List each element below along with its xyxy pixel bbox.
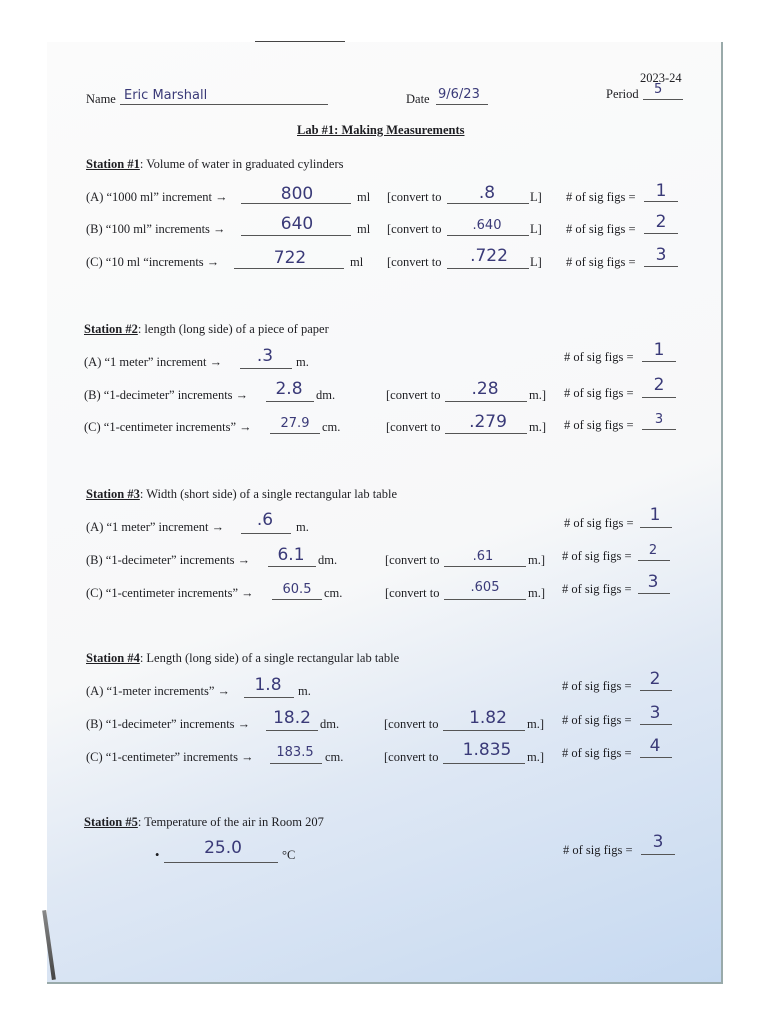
s1-row-c-unit: ml — [350, 255, 364, 269]
s2-row-a-sig-label: # of sig figs = — [564, 350, 634, 364]
s4-row-c-answer-line — [270, 763, 322, 764]
s2-row-b-value: 2.8 — [275, 379, 303, 399]
s5-sig-value: 3 — [652, 832, 664, 852]
s1-row-c-sig-label: # of sig figs = — [566, 255, 636, 269]
s4-row-c-convert-value: 1.835 — [462, 740, 512, 760]
s4-row-b-label: (B) “1-decimeter” increments → — [86, 717, 251, 731]
s1-row-c-value: 722 — [273, 248, 307, 268]
station-5-heading: Station #5: Temperature of the air in Room 207 — [84, 815, 324, 829]
s4-row-c-value: 183.5 — [276, 745, 314, 760]
s2-row-c-convert-line — [445, 433, 527, 434]
name-value: Eric Marshall — [124, 88, 208, 103]
s3-row-c-sig-label: # of sig figs = — [562, 582, 632, 596]
s1-row-b-label: (B) “100 ml” increments → — [86, 222, 226, 236]
s2-row-c-convert-unit: m.] — [529, 420, 547, 434]
s1-row-b-sig-line — [644, 233, 678, 234]
lab-title: Lab #1: Making Measurements — [297, 123, 465, 137]
s4-row-c-unit: cm. — [325, 750, 344, 764]
date-line — [436, 104, 488, 105]
s4-row-b-answer-line — [266, 730, 318, 731]
s1-row-c-convert-line — [447, 268, 529, 269]
s4-row-a-sig-value: 2 — [649, 669, 661, 689]
s2-row-c-answer-line — [270, 433, 320, 434]
s3-row-c-convert-unit: m.] — [528, 586, 546, 600]
s1-row-b-unit: ml — [357, 222, 371, 236]
s3-row-b-sig-label: # of sig figs = — [562, 549, 632, 563]
s4-row-b-sig-label: # of sig figs = — [562, 713, 632, 727]
s5-answer-line — [164, 862, 278, 863]
s2-row-a-answer-line — [240, 368, 292, 369]
s2-row-b-sig-line — [642, 397, 676, 398]
s2-row-c-convert-label: [convert to — [386, 420, 441, 434]
s4-row-a-value: 1.8 — [254, 675, 282, 695]
s2-row-c-sig-label: # of sig figs = — [564, 418, 634, 432]
s2-row-c-value: 27.9 — [280, 416, 310, 431]
s4-row-c-label: (C) “1-centimeter” increments → — [86, 750, 254, 764]
s2-row-a-sig-value: 1 — [653, 340, 665, 360]
station-2-heading: Station #2: length (long side) of a piece of paper — [84, 322, 329, 336]
s1-row-a-sig-value: 1 — [655, 181, 667, 201]
s2-row-c-sig-line — [642, 429, 676, 430]
s5-bullet: • — [155, 848, 160, 862]
s1-row-c-answer-line — [234, 268, 344, 269]
s2-row-c-sig-value: 3 — [654, 412, 664, 427]
s3-row-c-label: (C) “1-centimeter increments” → — [86, 586, 254, 600]
s1-row-a-value: 800 — [280, 184, 314, 204]
period-line — [643, 99, 683, 100]
s3-row-b-convert-value: .61 — [472, 549, 494, 564]
s2-row-b-convert-label: [convert to — [386, 388, 441, 402]
s4-row-a-sig-label: # of sig figs = — [562, 679, 632, 693]
s3-row-b-convert-label: [convert to — [385, 553, 440, 567]
s1-row-a-label: (A) “1000 ml” increment → — [86, 190, 228, 204]
s4-row-c-sig-value: 4 — [649, 736, 661, 756]
s2-row-c-convert-value: .279 — [469, 412, 507, 432]
s2-row-b-label: (B) “1-decimeter” increments → — [84, 388, 249, 402]
s1-row-b-convert-label: [convert to — [387, 222, 442, 236]
name-line — [120, 104, 328, 105]
s1-row-b-answer-line — [241, 235, 351, 236]
s2-row-a-value: .3 — [256, 346, 274, 366]
s1-row-c-convert-label: [convert to — [387, 255, 442, 269]
s3-row-a-label: (A) “1 meter” increment → — [86, 520, 225, 534]
s1-row-a-unit: ml — [357, 190, 371, 204]
s3-row-b-sig-line — [638, 560, 670, 561]
s1-row-a-convert-line — [447, 203, 529, 204]
s2-row-a-unit: m. — [296, 355, 309, 369]
s2-row-b-convert-unit: m.] — [529, 388, 547, 402]
s4-row-b-sig-line — [640, 724, 672, 725]
top-rule — [255, 41, 345, 42]
s3-row-c-unit: cm. — [324, 586, 343, 600]
s3-row-a-value: .6 — [256, 510, 274, 530]
s2-row-b-sig-value: 2 — [653, 375, 665, 395]
s4-row-a-unit: m. — [298, 684, 311, 698]
s1-row-b-convert-value: .640 — [472, 218, 502, 233]
s1-row-a-convert-value: .8 — [478, 183, 496, 203]
s4-row-c-convert-label: [convert to — [384, 750, 439, 764]
s5-sig-line — [641, 854, 675, 855]
s1-row-b-sig-value: 2 — [655, 212, 667, 232]
s3-row-c-answer-line — [272, 599, 322, 600]
period-label: Period — [606, 87, 639, 101]
s2-row-c-label: (C) “1-centimeter increments” → — [84, 420, 252, 434]
s3-row-a-answer-line — [241, 533, 291, 534]
s2-row-c-unit: cm. — [322, 420, 341, 434]
s5-unit: °C — [282, 848, 296, 862]
s3-row-b-unit: dm. — [318, 553, 338, 567]
name-label: Name — [86, 92, 116, 106]
s2-row-b-sig-label: # of sig figs = — [564, 386, 634, 400]
s1-row-c-convert-unit: L] — [530, 255, 542, 269]
s4-row-b-convert-label: [convert to — [384, 717, 439, 731]
s3-row-a-sig-label: # of sig figs = — [564, 516, 634, 530]
s4-row-b-sig-value: 3 — [649, 703, 661, 723]
s1-row-c-sig-line — [644, 266, 678, 267]
s2-row-b-convert-value: .28 — [471, 379, 499, 399]
s3-row-a-sig-value: 1 — [649, 505, 661, 525]
s2-row-b-unit: dm. — [316, 388, 336, 402]
station-3-heading: Station #3: Width (short side) of a single rectangular lab table — [86, 487, 397, 501]
date-value: 9/6/23 — [438, 87, 480, 102]
s1-row-c-convert-value: .722 — [470, 246, 508, 266]
s2-row-a-label: (A) “1 meter” increment → — [84, 355, 223, 369]
s3-row-c-convert-line — [444, 599, 526, 600]
s3-row-b-sig-value: 2 — [648, 543, 658, 558]
s5-value: 25.0 — [204, 838, 242, 858]
s3-row-c-convert-value: .605 — [470, 580, 500, 595]
s4-row-b-value: 18.2 — [273, 708, 311, 728]
date-label: Date — [406, 92, 430, 106]
s3-row-c-value: 60.5 — [282, 582, 312, 597]
s1-row-c-sig-value: 3 — [655, 245, 667, 265]
s2-row-a-sig-line — [642, 361, 676, 362]
s2-row-b-convert-line — [445, 401, 527, 402]
s2-row-b-answer-line — [266, 401, 314, 402]
s4-row-c-convert-line — [443, 763, 525, 764]
s4-row-b-convert-unit: m.] — [527, 717, 545, 731]
s3-row-b-value: 6.1 — [277, 545, 305, 565]
s3-row-b-convert-line — [444, 566, 526, 567]
s1-row-b-value: 640 — [280, 214, 314, 234]
s3-row-a-sig-line — [640, 527, 672, 528]
s1-row-a-sig-label: # of sig figs = — [566, 190, 636, 204]
s1-row-a-convert-label: [convert to — [387, 190, 442, 204]
s3-row-c-convert-label: [convert to — [385, 586, 440, 600]
s3-row-b-convert-unit: m.] — [528, 553, 546, 567]
s3-row-a-unit: m. — [296, 520, 309, 534]
s4-row-b-convert-line — [443, 730, 525, 731]
s4-row-c-convert-unit: m.] — [527, 750, 545, 764]
s3-row-c-sig-line — [638, 593, 670, 594]
s3-row-b-label: (B) “1-decimeter” increments → — [86, 553, 251, 567]
station-4-heading: Station #4: Length (long side) of a single rectangular lab table — [86, 651, 400, 665]
s1-row-c-label: (C) “10 ml “increments → — [86, 255, 220, 269]
s3-row-c-sig-value: 3 — [647, 572, 659, 592]
s4-row-b-convert-value: 1.82 — [469, 708, 507, 728]
s1-row-b-convert-unit: L] — [530, 222, 542, 236]
s1-row-a-convert-unit: L] — [530, 190, 542, 204]
s1-row-b-sig-label: # of sig figs = — [566, 222, 636, 236]
s5-sig-label: # of sig figs = — [563, 843, 633, 857]
period-value: 5 — [654, 82, 663, 97]
school-year: 2023-24 — [640, 71, 682, 85]
s3-row-b-answer-line — [268, 566, 316, 567]
s4-row-c-sig-line — [640, 757, 672, 758]
s4-row-c-sig-label: # of sig figs = — [562, 746, 632, 760]
s4-row-a-label: (A) “1-meter increments” → — [86, 684, 231, 698]
s1-row-a-sig-line — [644, 201, 678, 202]
s4-row-a-answer-line — [244, 697, 294, 698]
s1-row-b-convert-line — [447, 235, 529, 236]
s4-row-b-unit: dm. — [320, 717, 340, 731]
s4-row-a-sig-line — [640, 690, 672, 691]
station-1-heading: Station #1: Volume of water in graduated cylinders — [86, 157, 344, 171]
